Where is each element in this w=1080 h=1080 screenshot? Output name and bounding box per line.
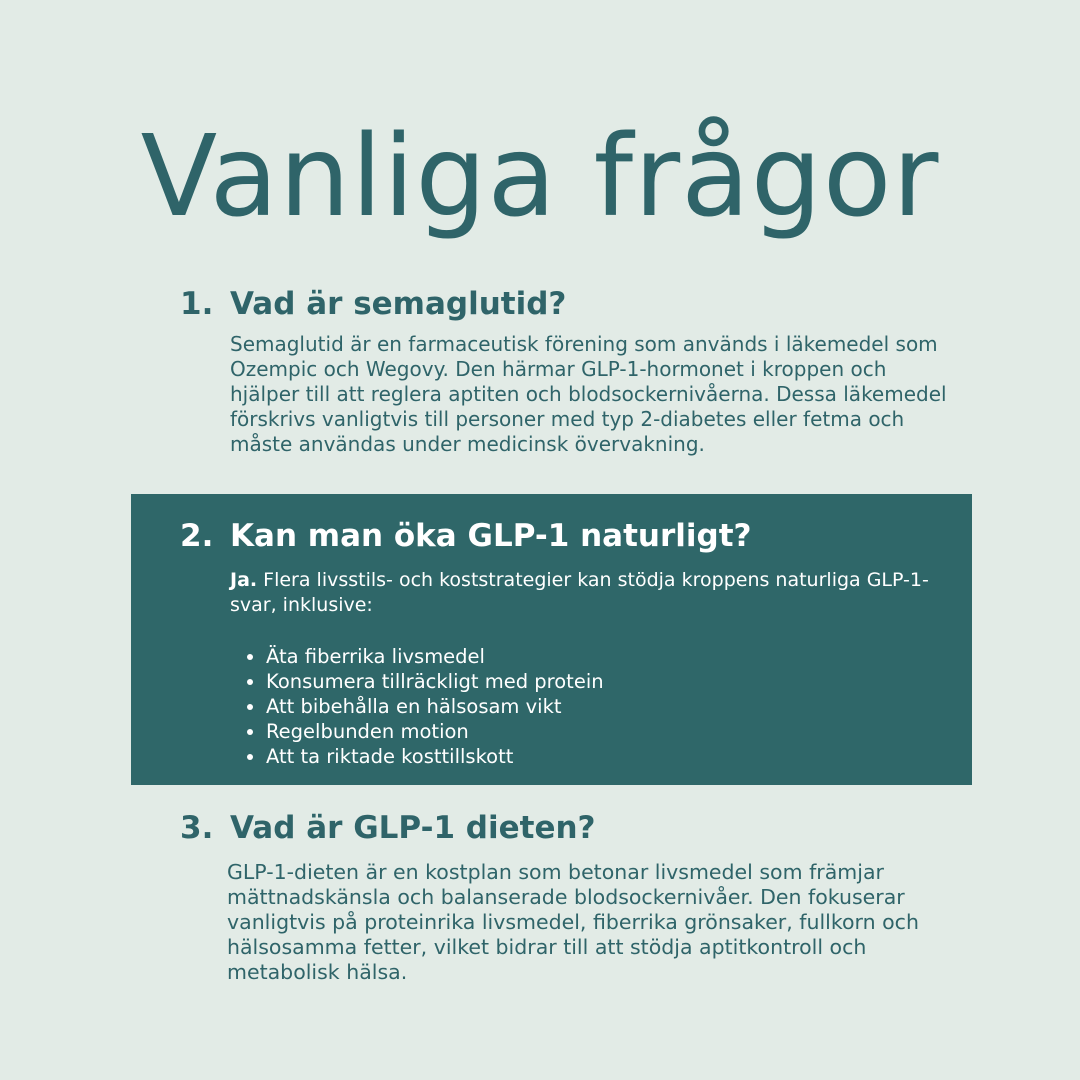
faq-number: 2.: [180, 518, 214, 554]
faq-number: 3.: [180, 810, 214, 846]
list-item: • Konsumera tillräckligt med protein: [266, 669, 604, 694]
faq-answer: GLP-1-dieten är en kostplan som betonar livsmedel som främjar mättnadskänsla och balanserade blodsockernivåer. Den fokuserar vanligtvis på proteinrika livsmedel, fiberrika grönsaker, fullkorn och hälsosamma fetter, vilket bidrar till att stödja aptitkontroll och metabolisk hälsa.: [227, 860, 919, 984]
list-item: • Regelbunden motion: [266, 719, 604, 744]
list-item: • Att ta riktade kosttillskott: [266, 744, 604, 769]
faq-question: Vad är semaglutid?: [230, 286, 567, 322]
faq-answer-lead: Ja.: [230, 569, 258, 591]
list-item: • Att bibehålla en hälsosam vikt: [266, 694, 604, 719]
list-item: • Äta fiberrika livsmedel: [266, 644, 604, 669]
faq-question: Vad är GLP-1 dieten?: [230, 810, 596, 846]
faq-answer: Semaglutid är en farmaceutisk förening som används i läkemedel som Ozempic och Wegovy. Den härmar GLP-1-hormonet i kroppen och hjälper till att reglera aptiten och blodsockernivåerna. Dessa läkemedel förskrivs vanligtvis till personer med typ 2-diabetes eller fetma och måste användas under medicinsk övervakning.: [230, 332, 947, 456]
faq-question: Kan man öka GLP-1 naturligt?: [230, 518, 752, 554]
page-title: Vanliga frågor: [140, 112, 940, 242]
faq-number: 1.: [180, 286, 214, 322]
bullet-list: [240, 644, 604, 769]
faq-answer-text: Flera livsstils- och koststrategier kan stödja kroppens naturliga GLP-1-svar, inklusive:: [230, 569, 929, 616]
faq-answer: [230, 568, 950, 618]
